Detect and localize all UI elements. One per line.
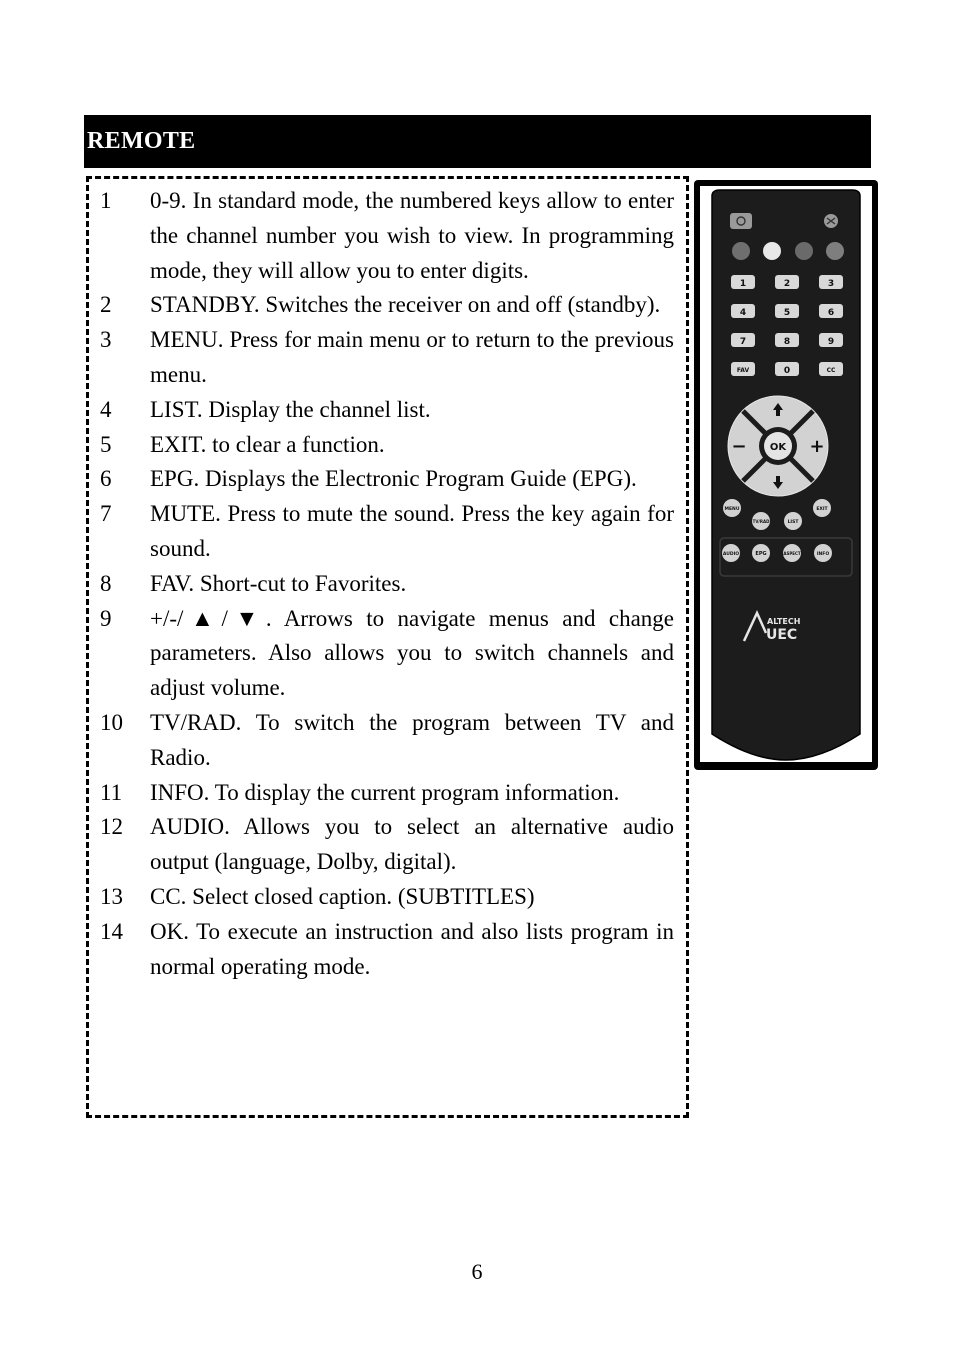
key-label: 9 xyxy=(827,337,835,347)
remote-illustration xyxy=(694,180,878,770)
volume-plus-icon: + xyxy=(809,436,825,457)
brand-name-bottom: UEC xyxy=(766,627,798,643)
list-item xyxy=(100,184,674,288)
list-item xyxy=(100,880,674,915)
yellow-key xyxy=(795,242,813,260)
section-header-bar xyxy=(84,115,871,168)
item-number: 8 xyxy=(100,570,112,596)
key-label: INFO xyxy=(816,552,830,557)
key-label: CC xyxy=(826,367,836,374)
key-label: FAV xyxy=(736,367,750,374)
item-text: FAV. Short-cut to Favorites. xyxy=(150,570,407,596)
item-number: 11 xyxy=(100,779,123,805)
item-text: 0-9. In standard mode, the numbered keys allow to enter the channel number you wish to view. In programming mode, they will allow you to enter digits. xyxy=(150,188,674,283)
item-text: INFO. To display the current program information. xyxy=(150,779,620,805)
item-number: 3 xyxy=(100,327,112,353)
item-number: 9 xyxy=(100,605,112,631)
brand-name-top: ALTECH xyxy=(767,617,801,626)
item-text: +/-/▲/▼. Arrows to navigate menus and change parameters. Also allows you to switch channels and adjust volume. xyxy=(150,605,674,701)
list-item xyxy=(100,497,674,567)
list-item xyxy=(100,810,674,880)
item-text: MENU. Press for main menu or to return to the previous menu. xyxy=(150,327,674,387)
item-number: 1 xyxy=(100,188,112,213)
item-number: 12 xyxy=(100,814,123,840)
section-title: REMOTE xyxy=(87,128,196,154)
item-number: 14 xyxy=(100,918,123,944)
list-item xyxy=(100,288,674,323)
item-text: AUDIO. Allows you to select an alternative audio output (language, Dolby, digital). xyxy=(150,814,674,875)
key-label: 7 xyxy=(739,337,747,347)
list-item xyxy=(100,462,674,497)
item-text: MUTE. Press to mute the sound. Press the key again for sound. xyxy=(150,501,674,561)
item-text: EPG. Displays the Electronic Program Guide (EPG). xyxy=(150,466,637,492)
list-item xyxy=(100,776,674,811)
key-label: 0 xyxy=(783,366,791,376)
red-key xyxy=(732,242,750,260)
key-label: OK xyxy=(769,442,787,453)
key-label: 1 xyxy=(739,279,747,289)
list-item xyxy=(100,393,674,428)
list-item xyxy=(100,915,674,985)
item-number: 13 xyxy=(100,883,123,909)
item-number: 5 xyxy=(100,431,112,457)
remote-drawing xyxy=(700,186,872,762)
item-text: OK. To execute an instruction and also lists program in normal operating mode. xyxy=(150,918,674,979)
key-label: ASPECT xyxy=(783,551,801,556)
volume-minus-icon: − xyxy=(731,436,747,457)
key-label: EXIT xyxy=(816,507,828,512)
standby-button xyxy=(730,213,752,229)
item-text: STANDBY. Switches the receiver on and off (standby). xyxy=(150,292,661,318)
list-item xyxy=(100,323,674,393)
key-label: 5 xyxy=(783,308,791,318)
key-label: MENU xyxy=(724,507,740,512)
key-label: TV/RAD xyxy=(752,519,770,524)
key-label: 2 xyxy=(783,279,791,289)
key-label: LIST xyxy=(787,520,799,525)
list-item xyxy=(100,602,674,706)
key-label: AUDIO xyxy=(722,552,740,557)
item-number: 6 xyxy=(100,466,112,492)
key-label: 4 xyxy=(739,308,747,318)
blue-key xyxy=(826,242,844,260)
list-item xyxy=(100,706,674,776)
item-text: LIST. Display the channel list. xyxy=(150,396,431,422)
key-label: 3 xyxy=(827,279,835,289)
key-description-list xyxy=(100,184,674,984)
key-label: 8 xyxy=(783,337,791,347)
list-item xyxy=(100,567,674,602)
item-number: 7 xyxy=(100,501,112,527)
key-label: 6 xyxy=(827,308,835,318)
item-text: CC. Select closed caption. (SUBTITLES) xyxy=(150,883,535,909)
item-text: TV/RAD. To switch the program between TV and Radio. xyxy=(150,709,674,770)
item-text: EXIT. to clear a function. xyxy=(150,431,385,457)
item-number: 10 xyxy=(100,709,123,735)
item-number: 2 xyxy=(100,292,112,318)
list-item xyxy=(100,428,674,463)
key-label: EPG xyxy=(755,551,767,557)
item-number: 4 xyxy=(100,396,112,422)
page-number: 6 xyxy=(471,1259,483,1284)
green-key xyxy=(763,242,781,260)
